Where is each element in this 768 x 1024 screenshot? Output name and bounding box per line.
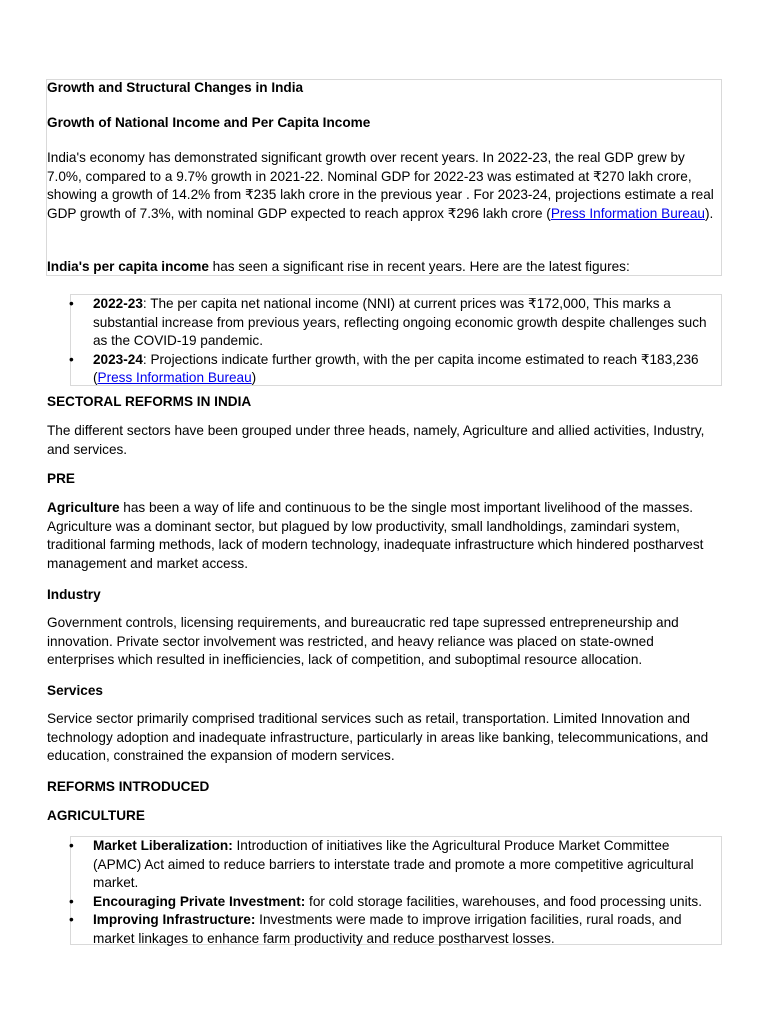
agriculture-paragraph xyxy=(47,499,721,573)
bullet-icon: • xyxy=(69,912,74,927)
item-bold: 2023-24 xyxy=(93,351,143,367)
item-bold: Encouraging Private Investment: xyxy=(93,893,306,909)
item-bold: Improving Infrastructure: xyxy=(93,912,256,927)
agriculture-bold: Agriculture xyxy=(47,500,120,515)
list-item xyxy=(47,837,721,893)
services-paragraph: Service sector primarily comprised traditional services such as retail, transportation. Limited Innovation and technology adoption and inadequate infrastructure, particularly in areas like banking, telecommunications, and education, constrained the expansion of modern services. xyxy=(47,711,709,763)
list-item xyxy=(47,911,721,948)
bullet-icon: • xyxy=(69,296,74,311)
per-capita-bold: India's per capita income xyxy=(47,259,209,274)
reforms-heading: REFORMS INTRODUCED xyxy=(47,779,210,794)
item-text: Investments were made to improve irrigation facilities, rural roads, and market linkages to enhance farm productivity and reduce postharvest losses. xyxy=(93,912,682,946)
pib-link-1[interactable]: Press Information Bureau xyxy=(550,205,705,221)
per-capita-list xyxy=(47,295,721,388)
agriculture-heading: AGRICULTURE xyxy=(47,808,145,823)
per-capita-text: has seen a significant rise in recent years. Here are the latest figures: xyxy=(208,259,630,274)
intro-after: ). xyxy=(704,205,714,221)
intro-paragraph xyxy=(47,149,721,223)
sectoral-heading: SECTORAL REFORMS IN INDIA xyxy=(47,394,252,409)
list-item xyxy=(47,351,721,388)
item-bold: Market Liberalization: xyxy=(93,838,233,853)
per-capita-paragraph xyxy=(47,258,721,277)
intro-text: India's economy has demonstrated significant growth over recent years. In 2022-23, the real GDP grew by 7.0%, compared to a 9.7% growth in 2021-22. Nominal GDP for 2022-23 was estimated at ₹270 lakh crore, showing a growth of 14.2% from ₹235 lakh crore in the previous year . For 2023-24, projections estimate a real GDP growth of 7.3%, with nominal GDP expected to reach approx ₹296 lakh crore ( xyxy=(47,150,714,221)
industry-label: Industry xyxy=(47,587,101,602)
pre-label: PRE xyxy=(47,471,75,486)
sectoral-intro: The different sectors have been grouped under three heads, namely, Agriculture and allied activities, Industry, and services. xyxy=(47,423,705,457)
item-bold: 2022-23 xyxy=(93,296,143,311)
bullet-icon: • xyxy=(69,838,74,853)
item-after: ) xyxy=(251,370,257,385)
document-title: Growth and Structural Changes in India xyxy=(47,80,304,95)
services-label: Services xyxy=(47,683,103,698)
reforms-list xyxy=(47,837,721,948)
agriculture-text: has been a way of life and continuous to be the single most important livelihood of the masses. Agriculture was a dominant sector, but plagued by low productivity, small landholdings, zamindari system, traditional farming methods, lack of modern technology, inadequate infrastructure which hindered postharvest management and market access. xyxy=(47,500,704,571)
list-item xyxy=(47,295,721,351)
industry-paragraph: Government controls, licensing requirements, and bureaucratic red tape supressed entrepreneurship and innovation. Private sector involvement was restricted, and heavy reliance was placed on state-owned enterprises which resulted in inefficiencies, lack of competition, and suboptimal resource allocation. xyxy=(47,615,679,667)
bullet-icon: • xyxy=(69,893,74,909)
list-item xyxy=(47,893,721,912)
item-text: : Projections indicate further growth, with the per capita income estimated to reach ₹183,236 ( xyxy=(93,351,699,385)
item-text: for cold storage facilities, warehouses, and food processing units. xyxy=(305,893,702,909)
section-heading-growth: Growth of National Income and Per Capita Income xyxy=(47,115,371,130)
pib-link-2[interactable]: Press Information Bureau xyxy=(97,370,252,385)
item-text: Introduction of initiatives like the Agricultural Produce Market Committee (APMC) Act aimed to reduce barriers to interstate trade and promote a more competitive agricultural market. xyxy=(93,838,694,890)
item-text: : The per capita net national income (NNI) at current prices was ₹172,000, This marks a substantial increase from previous years, reflecting ongoing economic growth despite challenges such as the COVID-19 pandemic. xyxy=(93,296,707,348)
bullet-icon: • xyxy=(69,351,74,367)
